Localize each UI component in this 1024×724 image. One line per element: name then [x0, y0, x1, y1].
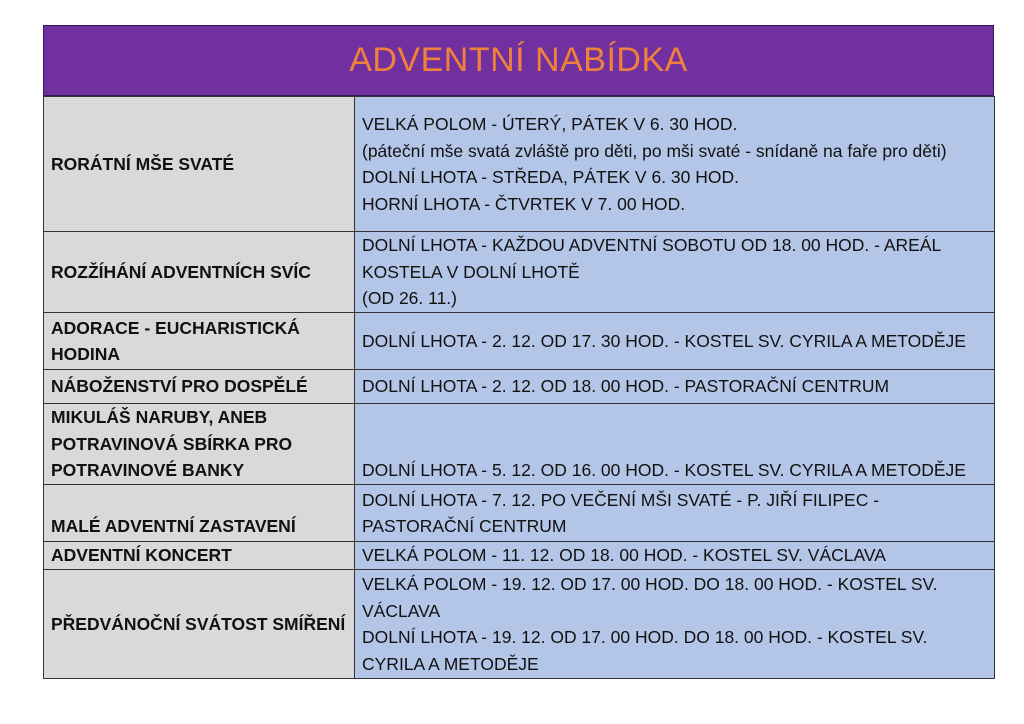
page-title: ADVENTNÍ NABÍDKA: [349, 41, 688, 79]
detail-line: DOLNÍ LHOTA - 5. 12. OD 16. 00 HOD. - KOSTEL SV. CYRILA A METODĚJE: [362, 459, 966, 480]
table-row: [44, 313, 995, 370]
title-bar: [43, 25, 994, 96]
detail-line: DOLNÍ LHOTA - STŘEDA, PÁTEK V 6. 30 HOD.: [362, 167, 739, 187]
detail-line: HORNÍ LHOTA - ČTVRTEK V 7. 00 HOD.: [362, 193, 686, 214]
event-name-cell: ADVENTNÍ KONCERT: [44, 542, 355, 570]
event-details-cell: [355, 313, 995, 370]
detail-line: DOLNÍ LHOTA - 2. 12. OD 18. 00 HOD. - PASTORAČNÍ CENTRUM: [362, 376, 890, 397]
detail-line: VELKÁ POLOM - 19. 12. OD 17. 00 HOD. DO 18. 00 HOD. - KOSTEL SV. VÁCLAVA: [362, 574, 938, 621]
table-row: [44, 570, 995, 679]
event-name-cell: NÁBOŽENSTVÍ PRO DOSPĚLÉ: [44, 370, 355, 404]
detail-line: (OD 26. 11.): [362, 288, 457, 309]
schedule-body: [44, 97, 995, 679]
event-name-cell: RORÁTNÍ MŠE SVATÉ: [44, 97, 355, 232]
table-row: [44, 542, 995, 570]
detail-line: DOLNÍ LHOTA - KAŽDOU ADVENTNÍ SOBOTU OD 18. 00 HOD. - AREÁL KOSTELA V DOLNÍ LHOTĚ: [362, 235, 941, 282]
detail-line: VELKÁ POLOM - ÚTERÝ, PÁTEK V 6. 30 HOD.: [362, 114, 738, 134]
event-details-cell: [355, 97, 995, 232]
table-row: [44, 97, 995, 232]
detail-line: (páteční mše svatá zvláště pro děti, po mši svaté - snídaně na faře pro děti): [362, 140, 947, 161]
event-name-cell: PŘEDVÁNOČNÍ SVÁTOST SMÍŘENÍ: [44, 570, 355, 679]
event-details-cell: [355, 542, 995, 570]
table-row: [44, 404, 995, 485]
detail-line: DOLNÍ LHOTA - 19. 12. OD 17. 00 HOD. DO 18. 00 HOD. - KOSTEL SV. CYRILA A METODĚJE: [362, 627, 928, 674]
event-details-cell: [355, 570, 995, 679]
schedule-table: [43, 96, 995, 679]
table-row: [44, 232, 995, 313]
detail-line: DOLNÍ LHOTA - 2. 12. OD 17. 30 HOD. - KOSTEL SV. CYRILA A METODĚJE: [362, 330, 966, 351]
event-details-cell: [355, 370, 995, 404]
event-name-cell: MIKULÁŠ NARUBY, ANEB POTRAVINOVÁ SBÍRKA PRO POTRAVINOVÉ BANKY: [44, 404, 355, 485]
event-name-cell: ADORACE - EUCHARISTICKÁ HODINA: [44, 313, 355, 370]
event-name-cell: ROZŽÍHÁNÍ ADVENTNÍCH SVÍC: [44, 232, 355, 313]
event-details-cell: [355, 232, 995, 313]
event-name-cell: MALÉ ADVENTNÍ ZASTAVENÍ: [44, 485, 355, 542]
detail-line: VELKÁ POLOM - 11. 12. OD 18. 00 HOD. - KOSTEL SV. VÁCLAVA: [362, 545, 886, 566]
detail-line: DOLNÍ LHOTA - 7. 12. PO VEČENÍ MŠI SVATÉ - P. JIŘÍ FILIPEC - PASTORAČNÍ CENTRUM: [362, 489, 880, 536]
table-row: [44, 485, 995, 542]
table-row: [44, 370, 995, 404]
event-details-cell: [355, 485, 995, 542]
event-details-cell: [355, 404, 995, 485]
advent-schedule-sheet: [43, 25, 994, 679]
